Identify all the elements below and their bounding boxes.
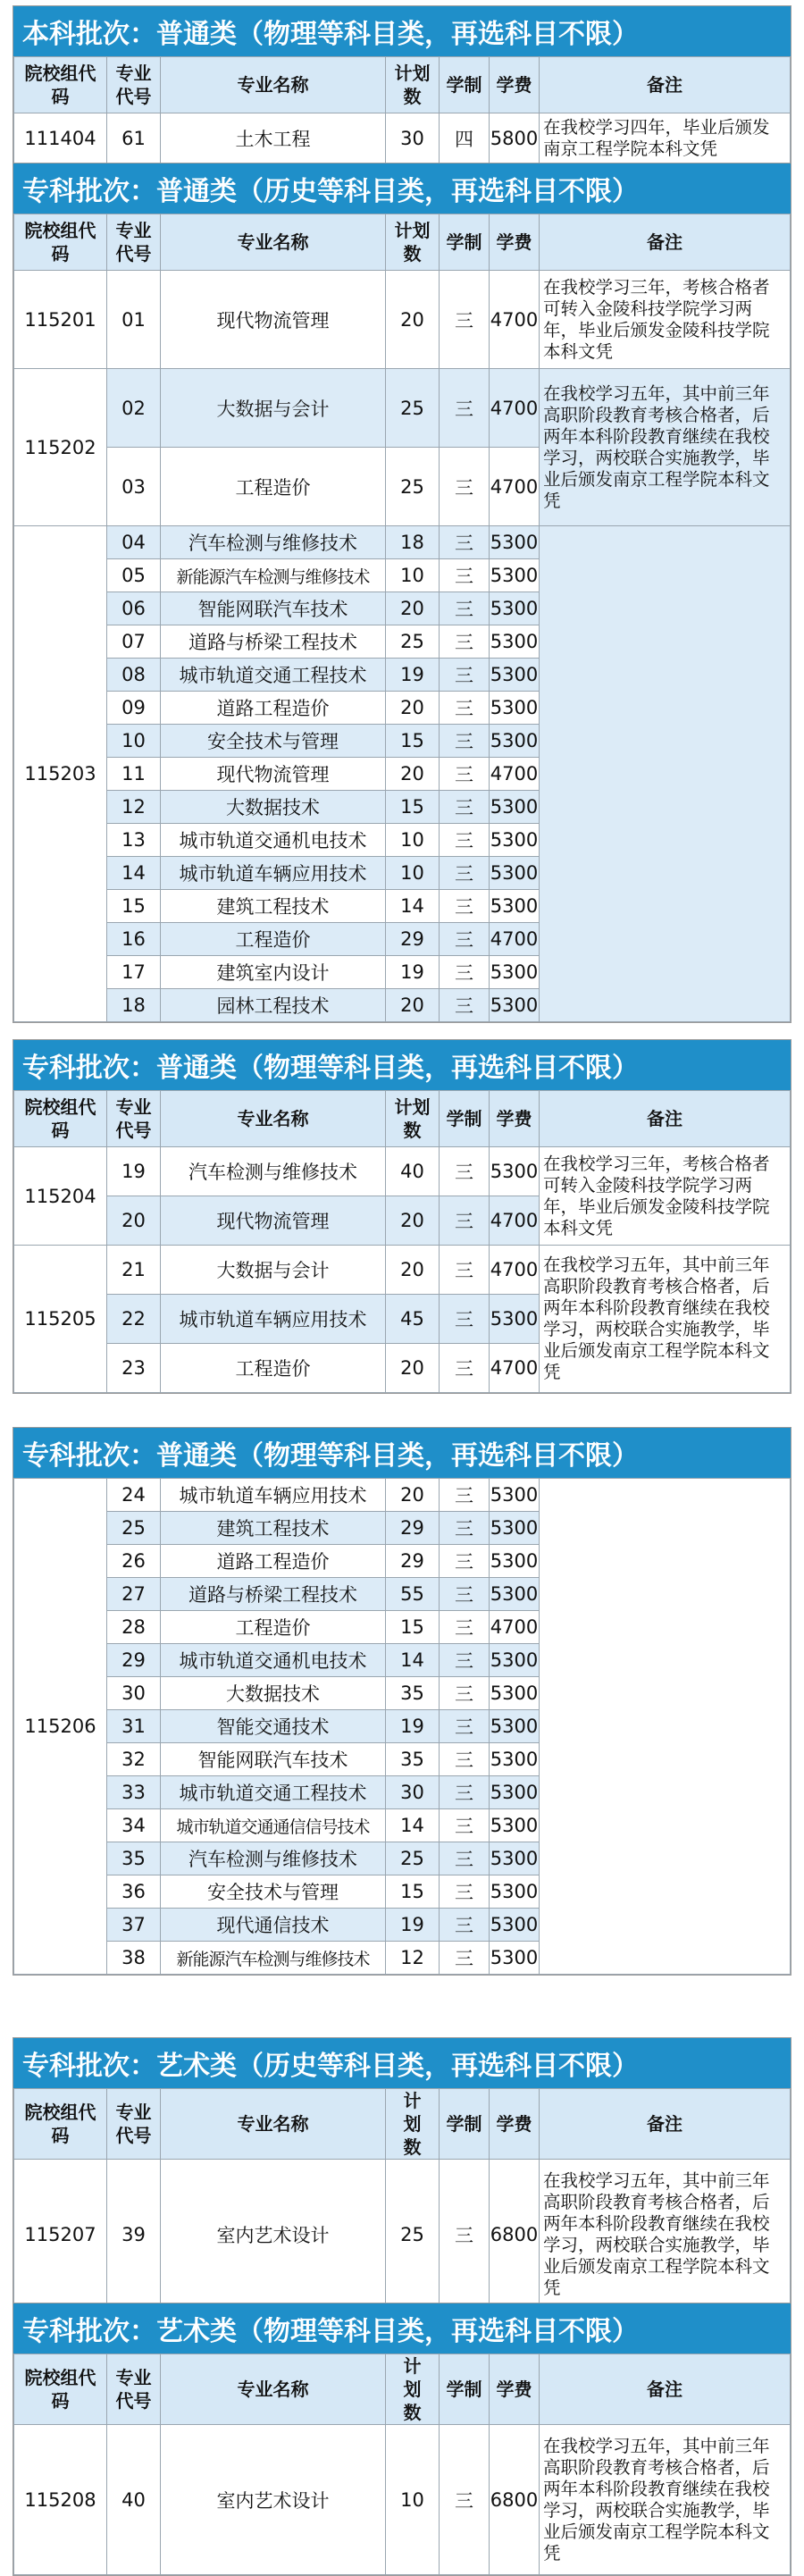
plan-count: 15 (386, 1611, 440, 1644)
major-code: 26 (107, 1545, 161, 1578)
major-name: 城市轨道交通机电技术 (161, 824, 386, 857)
header-note: 备注 (540, 2354, 791, 2425)
plan-count: 25 (386, 448, 440, 526)
table-row (14, 526, 791, 559)
plan-count: 29 (386, 1545, 440, 1578)
major-name: 大数据与会计 (161, 1246, 386, 1295)
major-code: 39 (107, 2160, 161, 2310)
header-plan: 计划数 (386, 2354, 440, 2425)
section-title: 本科批次：普通类（物理等科目类，再选科目不限） (13, 6, 791, 56)
table-row (14, 1246, 791, 1295)
plan-count: 14 (386, 1809, 440, 1842)
plan-count: 10 (386, 559, 440, 592)
major-code: 35 (107, 1842, 161, 1875)
group-code: 115202 (14, 369, 107, 526)
plan-count: 14 (386, 890, 440, 923)
plan-count: 45 (386, 1295, 440, 1344)
years: 三 (440, 1147, 490, 1196)
header-major-code: 专业代号 (107, 1091, 161, 1147)
major-code: 14 (107, 857, 161, 890)
plan-count: 35 (386, 1677, 440, 1710)
plan-count: 20 (386, 989, 440, 1022)
header-note: 备注 (540, 57, 791, 113)
major-name: 大数据与会计 (161, 369, 386, 448)
major-code: 22 (107, 1295, 161, 1344)
fee: 5300 (490, 1479, 540, 1512)
header-fee: 学费 (490, 1091, 540, 1147)
fee: 4700 (490, 448, 540, 526)
major-code: 28 (107, 1611, 161, 1644)
major-code: 10 (107, 725, 161, 758)
years: 三 (440, 526, 490, 559)
fee: 5300 (490, 857, 540, 890)
section-title: 专科批次：普通类（历史等科目类，再选科目不限） (13, 164, 791, 214)
major-code: 29 (107, 1644, 161, 1677)
major-code: 32 (107, 1743, 161, 1776)
plan-count: 19 (386, 956, 440, 989)
section-benke-physics (13, 5, 791, 164)
years: 三 (440, 1776, 490, 1809)
major-code: 07 (107, 625, 161, 659)
header-years: 学制 (440, 214, 490, 271)
major-name: 工程造价 (161, 1344, 386, 1393)
plan-count: 29 (386, 923, 440, 956)
fee: 4700 (490, 1196, 540, 1246)
years: 三 (440, 1344, 490, 1393)
fee: 5300 (490, 890, 540, 923)
fee: 5300 (490, 659, 540, 692)
major-code: 12 (107, 791, 161, 824)
fee: 4700 (490, 1344, 540, 1393)
header-fee: 学费 (490, 2089, 540, 2160)
plan-count: 25 (386, 1842, 440, 1875)
years: 四 (440, 113, 490, 164)
header-years: 学制 (440, 57, 490, 113)
years: 三 (440, 1196, 490, 1246)
plan-count: 20 (386, 758, 440, 791)
years: 三 (440, 725, 490, 758)
plan-count: 30 (386, 1776, 440, 1809)
fee: 5300 (490, 1578, 540, 1611)
fee: 5300 (490, 1942, 540, 1975)
major-code: 17 (107, 956, 161, 989)
major-code: 31 (107, 1710, 161, 1743)
fee: 4700 (490, 1246, 540, 1295)
major-code: 11 (107, 758, 161, 791)
note: 在我校学习五年，其中前三年高职阶段教育考核合格者，后两年本科阶段教育继续在我校学习，两校联合实施教学，毕业后颁发南京工程学院本科文凭 (540, 2425, 791, 2575)
major-name: 现代物流管理 (161, 271, 386, 369)
years: 三 (440, 1710, 490, 1743)
fee: 5300 (490, 526, 540, 559)
years: 三 (440, 824, 490, 857)
major-name: 大数据技术 (161, 791, 386, 824)
years: 三 (440, 1942, 490, 1975)
major-code: 24 (107, 1479, 161, 1512)
major-code: 19 (107, 1147, 161, 1196)
header-group-code: 院校组代码 (14, 2354, 107, 2425)
years: 三 (440, 1512, 490, 1545)
years: 三 (440, 1246, 490, 1295)
major-code: 04 (107, 526, 161, 559)
header-major-code: 专业代号 (107, 214, 161, 271)
table-row (14, 369, 791, 448)
header-years: 学制 (440, 1091, 490, 1147)
group-code: 115206 (14, 1479, 107, 1975)
major-code: 15 (107, 890, 161, 923)
major-name: 现代物流管理 (161, 1196, 386, 1246)
fee: 5300 (490, 625, 540, 659)
note (540, 1479, 791, 1975)
major-name: 大数据技术 (161, 1677, 386, 1710)
years: 三 (440, 758, 490, 791)
section-title: 专科批次：艺术类（历史等科目类，再选科目不限） (13, 2038, 791, 2088)
section-title: 专科批次：艺术类（物理等科目类，再选科目不限） (13, 2303, 791, 2354)
years: 三 (440, 890, 490, 923)
header-plan: 计划数 (386, 1091, 440, 1147)
plan-count: 20 (386, 271, 440, 369)
plan-count: 55 (386, 1578, 440, 1611)
years: 三 (440, 956, 490, 989)
header-group-code: 院校组代码 (14, 214, 107, 271)
header-major-name: 专业名称 (161, 2354, 386, 2425)
fee: 6800 (490, 2425, 540, 2575)
major-code: 05 (107, 559, 161, 592)
admission-table (13, 2088, 791, 2310)
years: 三 (440, 559, 490, 592)
group-code: 111404 (14, 113, 107, 164)
major-name: 室内艺术设计 (161, 2160, 386, 2310)
fee: 5300 (490, 1809, 540, 1842)
fee: 4700 (490, 271, 540, 369)
plan-count: 20 (386, 592, 440, 625)
plan-count: 15 (386, 725, 440, 758)
major-code: 02 (107, 369, 161, 448)
major-code: 20 (107, 1196, 161, 1246)
major-name: 建筑室内设计 (161, 956, 386, 989)
plan-count: 20 (386, 1246, 440, 1295)
major-code: 21 (107, 1246, 161, 1295)
fee: 4700 (490, 923, 540, 956)
table-row (14, 2425, 791, 2575)
major-name: 城市轨道车辆应用技术 (161, 1295, 386, 1344)
table-row (14, 1147, 791, 1196)
plan-count: 19 (386, 659, 440, 692)
plan-count: 19 (386, 1909, 440, 1942)
plan-count: 15 (386, 791, 440, 824)
major-name: 现代物流管理 (161, 758, 386, 791)
group-code: 115203 (14, 526, 107, 1022)
plan-count: 19 (386, 1710, 440, 1743)
years: 三 (440, 1578, 490, 1611)
major-name: 道路与桥梁工程技术 (161, 1578, 386, 1611)
fee: 5300 (490, 1776, 540, 1809)
header-group-code: 院校组代码 (14, 57, 107, 113)
section-zhuanke-art-history (13, 2037, 791, 2311)
years: 三 (440, 989, 490, 1022)
header-plan: 计划数 (386, 57, 440, 113)
table-row (14, 1479, 791, 1512)
plan-count: 12 (386, 1942, 440, 1975)
header-fee: 学费 (490, 57, 540, 113)
plan-count: 40 (386, 1147, 440, 1196)
years: 三 (440, 1909, 490, 1942)
fee: 5300 (490, 1909, 540, 1942)
section-zhuanke-history (13, 163, 791, 1023)
table-row (14, 271, 791, 369)
group-code: 115201 (14, 271, 107, 369)
fee: 5300 (490, 725, 540, 758)
major-name: 城市轨道交通机电技术 (161, 1644, 386, 1677)
plan-count: 20 (386, 1344, 440, 1393)
major-code: 33 (107, 1776, 161, 1809)
years: 三 (440, 2425, 490, 2575)
major-name: 城市轨道车辆应用技术 (161, 1479, 386, 1512)
major-name: 道路工程造价 (161, 1545, 386, 1578)
plan-count: 10 (386, 857, 440, 890)
header-years: 学制 (440, 2354, 490, 2425)
fee: 5300 (490, 1147, 540, 1196)
header-major-name: 专业名称 (161, 2089, 386, 2160)
major-name: 智能网联汽车技术 (161, 1743, 386, 1776)
header-major-code: 专业代号 (107, 57, 161, 113)
note (540, 526, 791, 1022)
table-row (14, 113, 791, 164)
header-fee: 学费 (490, 214, 540, 271)
section-zhuanke-art-physics (13, 2303, 791, 2576)
major-code: 23 (107, 1344, 161, 1393)
years: 三 (440, 692, 490, 725)
major-name: 园林工程技术 (161, 989, 386, 1022)
fee: 5300 (490, 791, 540, 824)
fee: 5300 (490, 1710, 540, 1743)
plan-count: 10 (386, 2425, 440, 2575)
fee: 5300 (490, 1842, 540, 1875)
major-name: 智能交通技术 (161, 1710, 386, 1743)
years: 三 (440, 1479, 490, 1512)
major-name: 土木工程 (161, 113, 386, 164)
header-major-code: 专业代号 (107, 2354, 161, 2425)
major-name: 工程造价 (161, 923, 386, 956)
major-name: 建筑工程技术 (161, 1512, 386, 1545)
major-name: 现代通信技术 (161, 1909, 386, 1942)
major-code: 30 (107, 1677, 161, 1710)
fee: 5300 (490, 1512, 540, 1545)
header-group-code: 院校组代码 (14, 2089, 107, 2160)
years: 三 (440, 923, 490, 956)
section-title: 专科批次：普通类（物理等科目类，再选科目不限） (13, 1040, 791, 1090)
fee: 5300 (490, 1677, 540, 1710)
major-name: 道路工程造价 (161, 692, 386, 725)
section-zhuanke-physics-1 (13, 1039, 791, 1394)
note: 在我校学习五年，其中前三年高职阶段教育考核合格者，后两年本科阶段教育继续在我校学习，两校联合实施教学，毕业后颁发南京工程学院本科文凭 (540, 2160, 791, 2310)
group-code: 115204 (14, 1147, 107, 1246)
major-name: 新能源汽车检测与维修技术 (161, 1942, 386, 1975)
years: 三 (440, 1842, 490, 1875)
major-code: 03 (107, 448, 161, 526)
plan-count: 10 (386, 824, 440, 857)
fee: 5300 (490, 592, 540, 625)
header-years: 学制 (440, 2089, 490, 2160)
fee: 5300 (490, 559, 540, 592)
major-name: 工程造价 (161, 1611, 386, 1644)
major-name: 城市轨道交通工程技术 (161, 1776, 386, 1809)
note: 在我校学习四年，毕业后颁发南京工程学院本科文凭 (540, 113, 791, 164)
section-title: 专科批次：普通类（物理等科目类，再选科目不限） (13, 1428, 791, 1478)
plan-count: 20 (386, 1196, 440, 1246)
fee: 4700 (490, 369, 540, 448)
note: 在我校学习三年，考核合格者可转入金陵科技学院学习两年，毕业后颁发金陵科技学院本科文凭 (540, 1147, 791, 1246)
header-major-name: 专业名称 (161, 1091, 386, 1147)
fee: 5300 (490, 956, 540, 989)
major-name: 汽车检测与维修技术 (161, 1147, 386, 1196)
years: 三 (440, 625, 490, 659)
major-code: 37 (107, 1909, 161, 1942)
major-code: 61 (107, 113, 161, 164)
years: 三 (440, 1875, 490, 1909)
years: 三 (440, 791, 490, 824)
header-note: 备注 (540, 2089, 791, 2160)
section-zhuanke-physics-2 (13, 1427, 791, 1976)
years: 三 (440, 1677, 490, 1710)
plan-count: 29 (386, 1512, 440, 1545)
plan-count: 30 (386, 113, 440, 164)
major-name: 智能网联汽车技术 (161, 592, 386, 625)
header-plan: 计划数 (386, 2089, 440, 2160)
years: 三 (440, 659, 490, 692)
major-name: 城市轨道车辆应用技术 (161, 857, 386, 890)
header-plan: 计划数 (386, 214, 440, 271)
years: 三 (440, 1545, 490, 1578)
header-note: 备注 (540, 1091, 791, 1147)
fee: 5300 (490, 692, 540, 725)
admission-table (13, 214, 791, 1022)
major-name: 安全技术与管理 (161, 1875, 386, 1909)
group-code: 115208 (14, 2425, 107, 2575)
fee: 5300 (490, 1743, 540, 1776)
fee: 6800 (490, 2160, 540, 2310)
major-name: 汽车检测与维修技术 (161, 526, 386, 559)
fee: 5300 (490, 989, 540, 1022)
plan-count: 20 (386, 1479, 440, 1512)
major-code: 27 (107, 1578, 161, 1611)
major-code: 18 (107, 989, 161, 1022)
header-major-name: 专业名称 (161, 214, 386, 271)
years: 三 (440, 2160, 490, 2310)
major-code: 40 (107, 2425, 161, 2575)
major-name: 城市轨道交通通信信号技术 (161, 1809, 386, 1842)
fee: 5300 (490, 1295, 540, 1344)
years: 三 (440, 369, 490, 448)
major-name: 工程造价 (161, 448, 386, 526)
plan-count: 20 (386, 692, 440, 725)
major-name: 建筑工程技术 (161, 890, 386, 923)
major-code: 36 (107, 1875, 161, 1909)
fee: 5300 (490, 824, 540, 857)
fee: 5800 (490, 113, 540, 164)
years: 三 (440, 1809, 490, 1842)
major-code: 16 (107, 923, 161, 956)
years: 三 (440, 448, 490, 526)
major-name: 新能源汽车检测与维修技术 (161, 559, 386, 592)
admission-table (13, 56, 791, 164)
fee: 5300 (490, 1545, 540, 1578)
major-code: 08 (107, 659, 161, 692)
note: 在我校学习五年，其中前三年高职阶段教育考核合格者，后两年本科阶段教育继续在我校学习，两校联合实施教学，毕业后颁发南京工程学院本科文凭 (540, 1246, 791, 1393)
major-code: 34 (107, 1809, 161, 1842)
years: 三 (440, 857, 490, 890)
major-name: 道路与桥梁工程技术 (161, 625, 386, 659)
major-code: 13 (107, 824, 161, 857)
years: 三 (440, 592, 490, 625)
major-code: 38 (107, 1942, 161, 1975)
years: 三 (440, 1743, 490, 1776)
plan-count: 35 (386, 1743, 440, 1776)
major-name: 安全技术与管理 (161, 725, 386, 758)
years: 三 (440, 1295, 490, 1344)
plan-count: 25 (386, 625, 440, 659)
plan-count: 18 (386, 526, 440, 559)
header-major-code: 专业代号 (107, 2089, 161, 2160)
fee: 5300 (490, 1644, 540, 1677)
fee: 4700 (490, 1611, 540, 1644)
note: 在我校学习三年，考核合格者可转入金陵科技学院学习两年，毕业后颁发金陵科技学院本科文凭 (540, 271, 791, 369)
major-code: 01 (107, 271, 161, 369)
fee: 4700 (490, 758, 540, 791)
years: 三 (440, 1644, 490, 1677)
admission-table (13, 2354, 791, 2575)
major-code: 06 (107, 592, 161, 625)
admission-table (13, 1090, 791, 1393)
plan-count: 14 (386, 1644, 440, 1677)
major-code: 09 (107, 692, 161, 725)
major-name: 室内艺术设计 (161, 2425, 386, 2575)
header-fee: 学费 (490, 2354, 540, 2425)
note: 在我校学习五年，其中前三年高职阶段教育考核合格者，后两年本科阶段教育继续在我校学习，两校联合实施教学，毕业后颁发南京工程学院本科文凭 (540, 369, 791, 526)
plan-count: 25 (386, 369, 440, 448)
group-code: 115207 (14, 2160, 107, 2310)
plan-count: 15 (386, 1875, 440, 1909)
plan-count: 25 (386, 2160, 440, 2310)
years: 三 (440, 271, 490, 369)
major-code: 25 (107, 1512, 161, 1545)
group-code: 115205 (14, 1246, 107, 1393)
admission-table (13, 1478, 791, 1975)
header-major-name: 专业名称 (161, 57, 386, 113)
major-name: 汽车检测与维修技术 (161, 1842, 386, 1875)
major-name: 城市轨道交通工程技术 (161, 659, 386, 692)
years: 三 (440, 1611, 490, 1644)
fee: 5300 (490, 1875, 540, 1909)
header-group-code: 院校组代码 (14, 1091, 107, 1147)
table-row (14, 2160, 791, 2310)
header-note: 备注 (540, 214, 791, 271)
